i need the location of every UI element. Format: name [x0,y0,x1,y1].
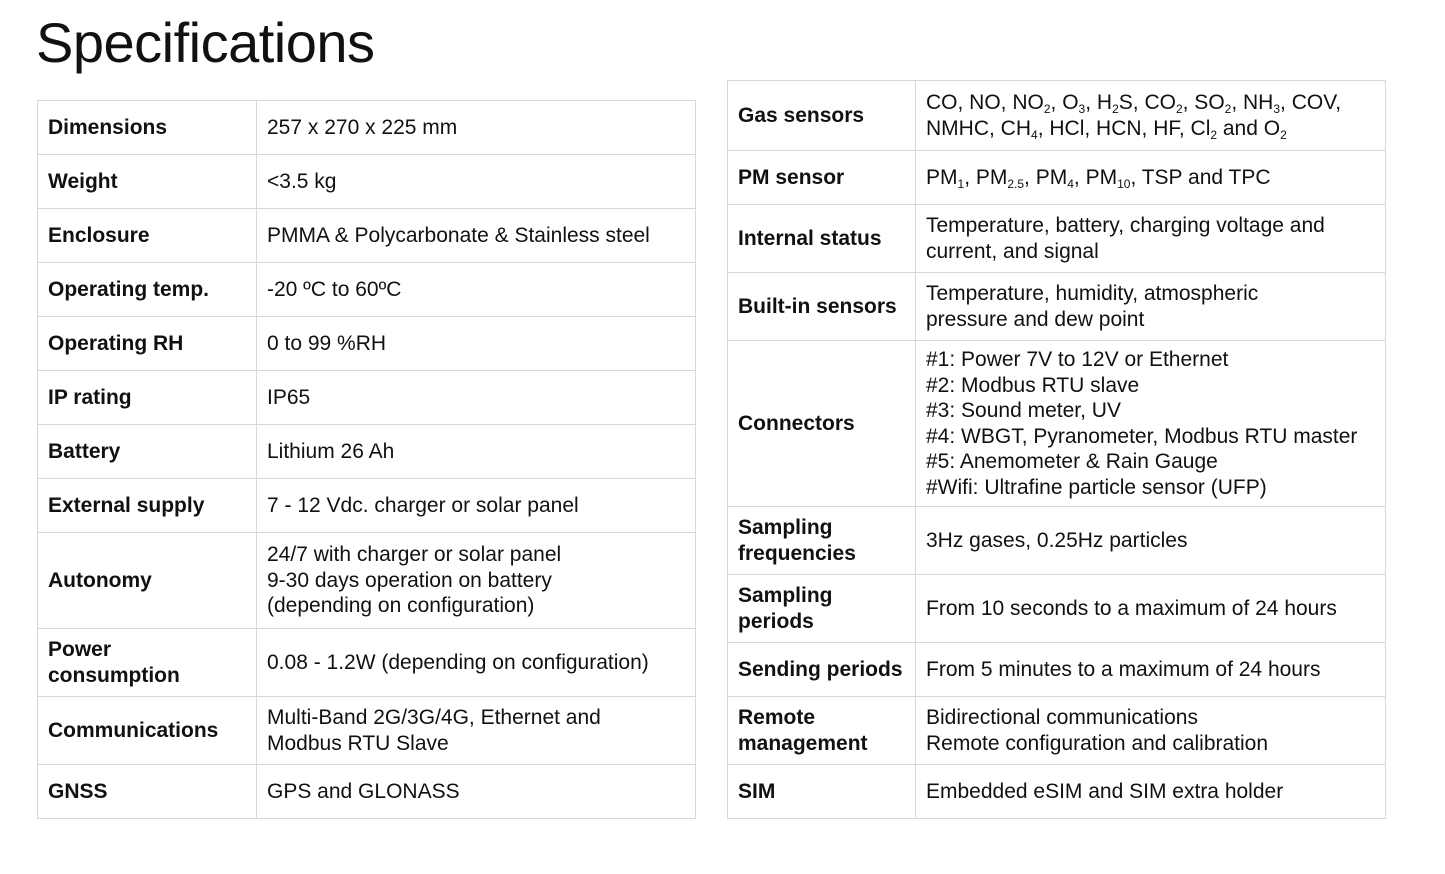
spec-label: Autonomy [38,533,257,629]
table-row [728,273,1386,341]
connector-line: #1: Power 7V to 12V or Ethernet [926,348,1229,371]
spec-value: 257 x 270 x 225 mm [257,101,696,155]
spec-value: PMMA & Polycarbonate & Stainless steel [257,209,696,263]
spec-value-line: current, and signal [926,239,1099,263]
table-row [38,317,696,371]
table-row [38,425,696,479]
spec-label: Sending periods [728,643,916,697]
table-row [728,507,1386,575]
spec-label: Gas sensors [728,81,916,151]
spec-value: <3.5 kg [257,155,696,209]
table-row [38,263,696,317]
spec-value: GPS and GLONASS [257,765,696,819]
table-row [728,575,1386,643]
spec-value: IP65 [257,371,696,425]
spec-label: Sampling periods [728,575,916,643]
table-row [38,155,696,209]
spec-value-line: Temperature, humidity, atmospheric [926,282,1259,305]
left-spec-table [37,100,696,819]
spec-value: Lithium 26 Ah [257,425,696,479]
table-row [728,341,1386,507]
spec-label: Operating RH [38,317,257,371]
spec-label: Weight [38,155,257,209]
spec-value: 3Hz gases, 0.25Hz particles [916,507,1386,575]
spec-label: SIM [728,765,916,819]
spec-value-line: Multi-Band 2G/3G/4G, Ethernet and [267,706,601,729]
spec-value: From 5 minutes to a maximum of 24 hours [916,643,1386,697]
spec-label: Power consumption [38,629,257,697]
spec-value-line: 24/7 with charger or solar panel [267,543,562,567]
spec-value-line: pressure and dew point [926,307,1145,331]
gas-list-line: NMHC, $CH_4$, HCl, HCN, HF, $Cl_2$ and $O_2$ [926,116,1287,142]
spec-value-line: Modbus RTU Slave [267,731,449,755]
table-row [728,151,1386,205]
spec-value-line: 9-30 days operation on battery [267,568,552,592]
spec-value [916,81,1386,151]
gas-list-line: CO, NO, $NO_2$, $O_3$, $H_2S$, $CO_2$, $SO_2$, $NH_3$, COV, [926,91,1342,116]
spec-value [916,697,1386,765]
spec-label: Remote management [728,697,916,765]
spec-label: Dimensions [38,101,257,155]
table-row [728,697,1386,765]
connector-line: #5: Anemometer & Rain Gauge [926,450,1218,473]
spec-label: Internal status [728,205,916,273]
spec-value-line: Temperature, battery, charging voltage and [926,214,1325,237]
spec-label: PM sensor [728,151,916,205]
spec-value: 0 to 99 %RH [257,317,696,371]
table-row [38,765,696,819]
page-title: Specifications [36,11,375,74]
connector-line: #Wifi: Ultrafine particle sensor (UFP) [926,475,1267,499]
spec-label: Operating temp. [38,263,257,317]
spec-label: Battery [38,425,257,479]
spec-value: $PM_1$, $PM_{2.5}$, $PM_4$, $PM_{10}$, TSP and TPC [916,151,1386,205]
table-row [38,101,696,155]
connector-line: #2: Modbus RTU slave [926,373,1140,397]
right-spec-table [727,80,1386,819]
spec-value: Embedded eSIM and SIM extra holder [916,765,1386,819]
spec-label: Sampling frequencies [728,507,916,575]
spec-value: -20 ºC to 60ºC [257,263,696,317]
connector-line: #3: Sound meter, UV [926,399,1121,422]
table-row [38,629,696,697]
table-row [38,209,696,263]
spec-value-line: Remote configuration and calibration [926,731,1269,755]
spec-label: GNSS [38,765,257,819]
table-row [38,371,696,425]
spec-value [257,533,696,629]
spec-label: External supply [38,479,257,533]
spec-value: From 10 seconds to a maximum of 24 hours [916,575,1386,643]
spec-value-line: (depending on configuration) [267,594,535,618]
table-row [728,765,1386,819]
table-row [38,533,696,629]
spec-label: Enclosure [38,209,257,263]
spec-value: 0.08 - 1.2W (depending on configuration) [257,629,696,697]
spec-label: IP rating [38,371,257,425]
connector-line: #4: WBGT, Pyranometer, Modbus RTU master [926,424,1358,448]
table-row [38,479,696,533]
spec-value-line: Bidirectional communications [926,706,1198,729]
spec-value [257,697,696,765]
table-row [728,205,1386,273]
spec-value [916,205,1386,273]
spec-value: 7 - 12 Vdc. charger or solar panel [257,479,696,533]
spec-label: Built-in sensors [728,273,916,341]
table-row [38,697,696,765]
table-row [728,81,1386,151]
spec-label: Connectors [728,341,916,507]
table-row [728,643,1386,697]
spec-value [916,273,1386,341]
spec-label: Communications [38,697,257,765]
spec-value [916,341,1386,507]
